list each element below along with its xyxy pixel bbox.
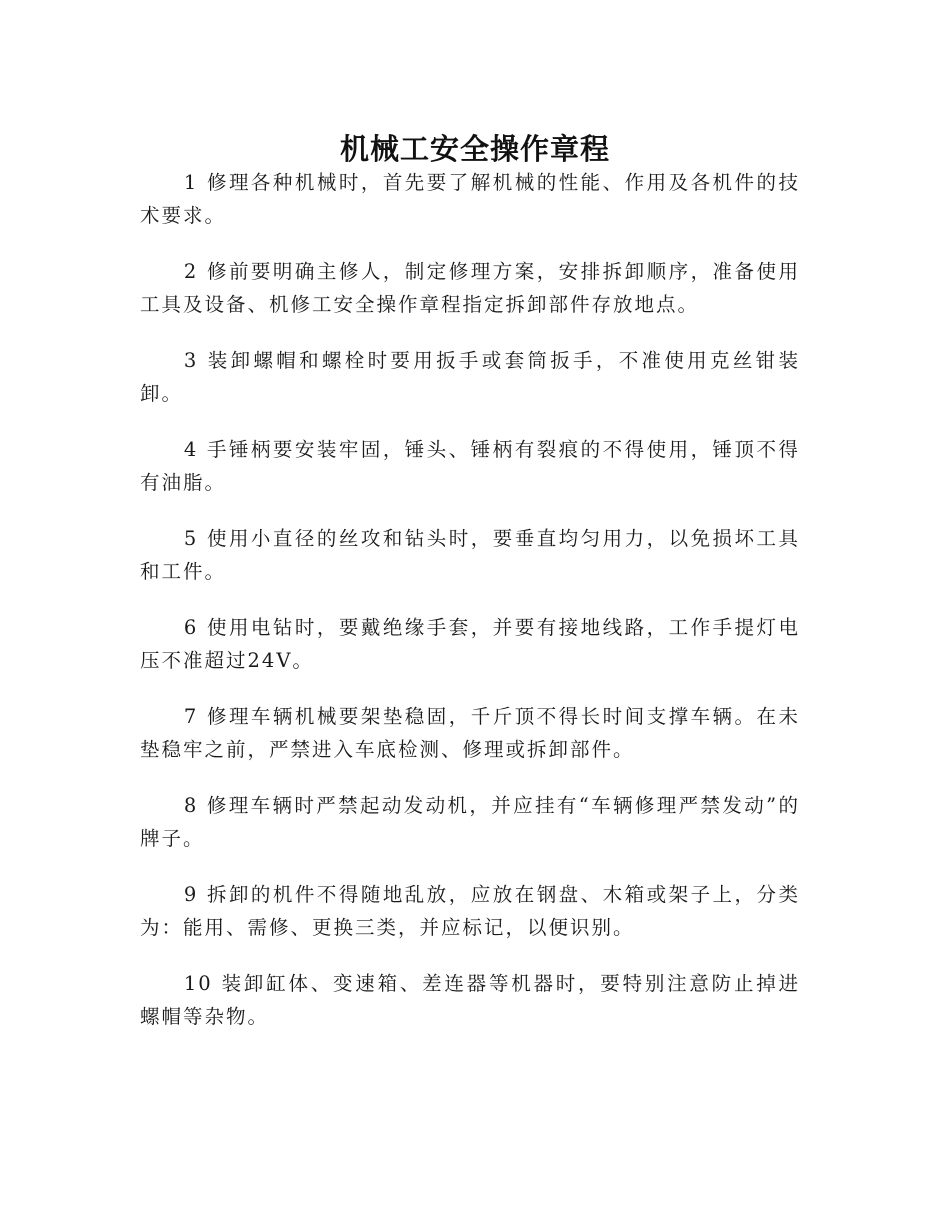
- rule-paragraph-3: 3 装卸螺帽和螺栓时要用扳手或套筒扳手，不准使用克丝钳装卸。: [140, 349, 800, 405]
- rule-paragraph-5: 5 使用小直径的丝攻和钻头时，要垂直均匀用力，以免损坏工具和工件。: [140, 527, 800, 583]
- rule-paragraph-1: 1 修理各种机械时，首先要了解机械的性能、作用及各机件的技术要求。: [140, 171, 800, 227]
- rule-paragraph-6: 6 使用电钻时，要戴绝缘手套，并要有接地线路，工作手提灯电压不准超过24V。: [140, 616, 800, 672]
- rule-paragraph-8: 8 修理车辆时严禁起动发动机，并应挂有“车辆修理严禁发动”的牌子。: [140, 794, 800, 850]
- rule-paragraph-10: 10 装卸缸体、变速箱、差连器等机器时，要特别注意防止掉进螺帽等杂物。: [140, 972, 800, 1028]
- rule-paragraph-9: 9 拆卸的机件不得随地乱放，应放在钢盘、木箱或架子上，分类为：能用、需修、更换三类，并应标记，以便识别。: [140, 883, 800, 939]
- rule-paragraph-4: 4 手锤柄要安装牢固，锤头、锤柄有裂痕的不得使用，锤顶不得有油脂。: [140, 438, 800, 494]
- document-body: [140, 166, 800, 1056]
- document-title: 机械工安全操作章程: [339, 132, 610, 167]
- rule-paragraph-2: 2 修前要明确主修人，制定修理方案，安排拆卸顺序，准备使用工具及设备、机修工安全操作章程指定拆卸部件存放地点。: [140, 260, 800, 316]
- rule-paragraph-7: 7 修理车辆机械要架垫稳固，千斤顶不得长时间支撑车辆。在未垫稳牢之前，严禁进入车底检测、修理或拆卸部件。: [140, 705, 800, 761]
